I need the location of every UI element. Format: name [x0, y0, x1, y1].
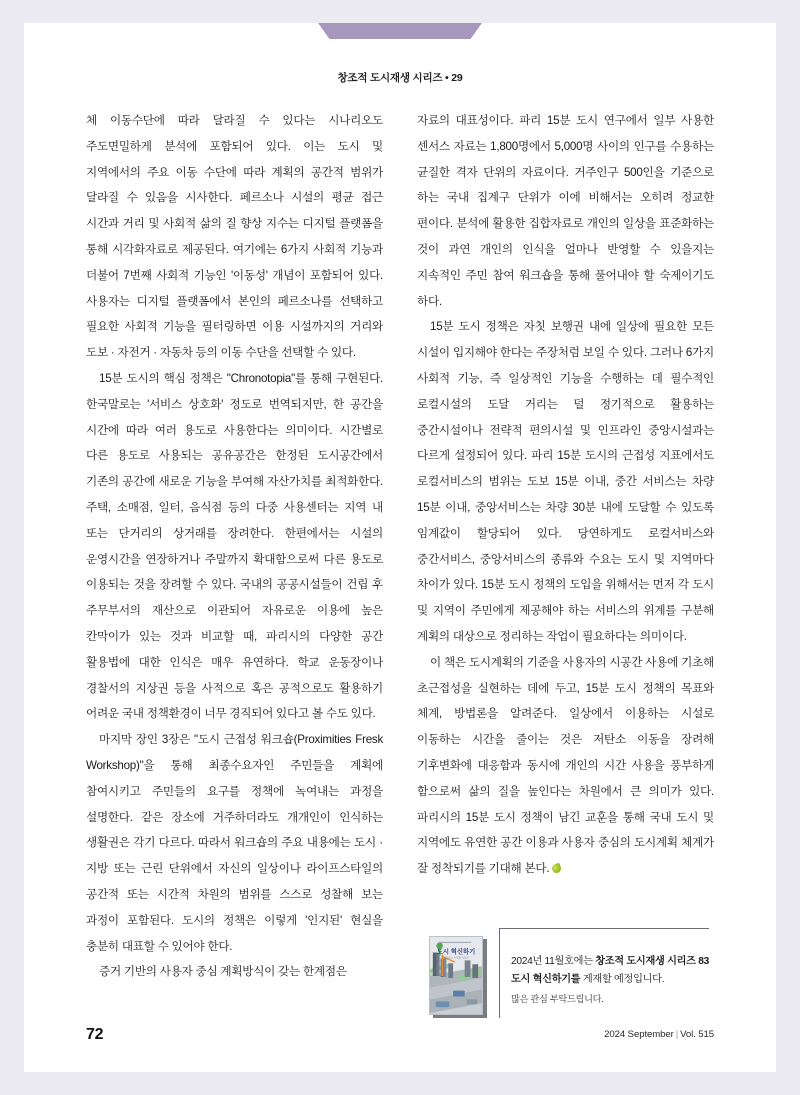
promo-line-1 — [511, 953, 709, 971]
paragraph: 체 이동수단에 따라 달라질 수 있다는 시나리오도 주도면밀하게 분석에 포함되어 있다. 이는 도시 및 지역에서의 주요 이동 수단에 따라 계획의 공간적 범위가 달라질 수 있음을 시사한다. 페르소나 시설의 평균 접근 시간과 거리 및 사회적 삶의 질 향상 지수는 디지털 플랫폼을 통해 시각화자료로 제공된다. 여기에는 6가지 사회적 기능과 더불어 7번째 사회적 기능인 '이동성' 개념이 포함되어 있다. 사용자는 디지털 플랫폼에서 본인의 페르소나를 선택하고 필요한 사회적 기능을 필터링하면 이용 시설까지의 거리와 도보 · 자전거 · 자동차 등의 이동 수단을 선택할 수 있다. — [86, 114, 383, 360]
promo-text-block — [499, 928, 709, 1018]
footer-page-number: 72 — [86, 1026, 104, 1043]
footer-issue-volume: Vol. 515 — [680, 1029, 714, 1040]
paragraph: 15분 도시의 핵심 정책은 "Chronotopia"를 통해 구현된다. 한국말로는 '서비스 상호화' 정도로 번역되지만, 한 공간을 시간에 따라 여러 용도로 사용한다는 의미이다. 시간별로 다른 용도로 사용되는 공유공간은 한정된 도시공간에서 기존의 공간에 새로운 기능을 부여해 자산가치를 최적화한다. 주택, 소매점, 일터, 음식점 등의 다중 사용센터는 지역 내 또는 단거리의 상거래를 장려한다. 한편에서는 시설의 운영시간을 연장하거나 주말까지 확대함으로써 다른 용도로 이용되는 것을 장려할 수 있다. 국내의 공공시설들이 건립 후 주무부서의 재산으로 이관되어 자유로운 이용에 높은 칸막이가 있는 것과 비교할 때, 파리시의 다양한 공간 활용법에 대한 인식은 매우 유연하다. 학교 운동장이나 경찰서의 지상권 등을 사적으로 혹은 공적으로도 활용하기 어려운 국내 정책환경이 너무 경직되어 있다고 볼 수도 있다. — [86, 371, 383, 721]
article-columns — [86, 108, 714, 985]
isometric-city-illustration-icon — [430, 937, 482, 1014]
paragraph: 증거 기반의 사용자 중심 계획방식이 갖는 한계점은 — [99, 965, 347, 979]
book-cover-art — [429, 936, 483, 1015]
footer-issue-info — [604, 1029, 714, 1040]
promo-line-2 — [511, 971, 709, 989]
promo-line-3: 많은 관심 부탁드립니다. — [511, 994, 604, 1004]
book-cover-thumbnail — [429, 936, 487, 1018]
page-header-title: 창조적 도시재생 시리즈 • 29 — [337, 72, 463, 84]
promo-line-2-bold: 도시 혁신하기를 — [511, 974, 581, 985]
paragraph: 15분 도시 정책은 자칫 보행권 내에 일상에 필요한 모든 시설이 입지해야 한다는 주장처럼 보일 수 있다. 그러나 6가지 사회적 기능, 즉 일상적인 기능을 수행하는 데 필수적인 로컬시설의 도달 거리는 덜 정기적으로 활용하는 중간시설이나 전략적 편의시설 및 인프라인 중앙시설과는 다르게 설정되어 있다. 파리 15분 도시의 근접성 지표에서도 로컬서비스의 범위는 도보 15분 이내, 중간 서비스는 차량 15분 이내, 중앙서비스는 차량 30분 내에 도달할 수 있도록 임계값이 할당되어 있다. 당연하게도 로컬서비스와 중간서비스, 중앙서비스의 종류와 수요는 도시 및 지역마다 차이가 있다. 15분 도시 정책의 도입을 위해서는 먼저 각 도시 및 지역이 주민에게 제공해야 하는 서비스의 위계를 구분해 계획의 대상으로 정리하는 작업이 필요하다는 의미이다. — [417, 320, 714, 643]
leaf-end-mark-icon — [551, 863, 563, 875]
right-column — [417, 108, 714, 985]
promo-line-2-suffix: 게재할 예정입니다. — [580, 974, 665, 985]
next-issue-promo — [429, 928, 719, 1018]
page-paper — [24, 23, 776, 1072]
svg-text:도시 혁신하기: 도시 혁신하기 — [436, 948, 476, 956]
footer-issue-separator: | — [675, 1029, 679, 1040]
paragraph: 마지막 장인 3장은 "도시 근접성 워크숍(Proximities Fresk Workshop)"을 통해 최종수요자인 주민들을 계획에 참여시키고 주민들의 요구를 정책에 녹여내는 과정을 설명한다. 같은 장소에 거주하더라도 개개인이 인식하는 생활권은 각기 다르다. 따라서 워크숍의 주요 내용에는 도시 · 지방 또는 근린 단위에서 자신의 일상이나 라이프스타일의 공간적 또는 시간적 차원의 범위를 스스로 성찰해 보는 과정이 포함된다. 도시의 정책은 이렇게 '인지된' 현실을 충분히 대표할 수 있어야 한다. — [86, 733, 383, 953]
promo-line-1-bold: 창조적 도시재생 시리즈 83 — [595, 956, 709, 967]
paragraph-text: 이 책은 도시계획의 기준을 사용자의 시공간 사용에 기초해 초근접성을 실현하는 데에 두고, 15분 도시 정책의 목표와 체계, 방법론을 알려준다. 일상에서 이용하는 시설로 이동하는 시간을 줄이는 것은 저탄소 이동을 장려해 기후변화에 대응함과 동시에 개인의 시간 사용을 풍부하게 함으로써 삶의 질을 높인다는 차원에서 큰 의미가 있다. 파리시의 15분 도시 정책이 남긴 교훈을 통해 국내 도시 및 지역에도 유연한 공간 이용과 사용자 중심의 도시계획 체계가 잘 정착되기를 기대해 본다. — [417, 655, 714, 876]
paragraph: 자료의 대표성이다. 파리 15분 도시 연구에서 일부 사용한 센서스 자료는 1,800명에서 5,000명 사이의 인구를 수용하는 균질한 격자 단위의 자료이다. 거주인구 500인을 기준으로 하는 국내 집계구 단위가 이에 비해서는 오히려 정교한 편이다. 분석에 활용한 집합자료로 개인의 일상을 표준화하는 것이 과연 개인의 인식을 얼마나 반영할 수 있을지는 지속적인 주민 참여 워크숍을 통해 풀어내야 할 숙제이기도 하다. — [417, 114, 714, 308]
svg-text:창조적 도시재생 시리즈: 창조적 도시재생 시리즈 — [443, 956, 469, 960]
footer-issue-date: 2024 September — [604, 1029, 674, 1040]
paragraph-with-end-mark — [417, 650, 714, 882]
left-column — [86, 108, 383, 985]
promo-line-1-prefix: 2024년 11월호에는 — [511, 956, 596, 967]
header-tab-shape — [318, 23, 482, 39]
